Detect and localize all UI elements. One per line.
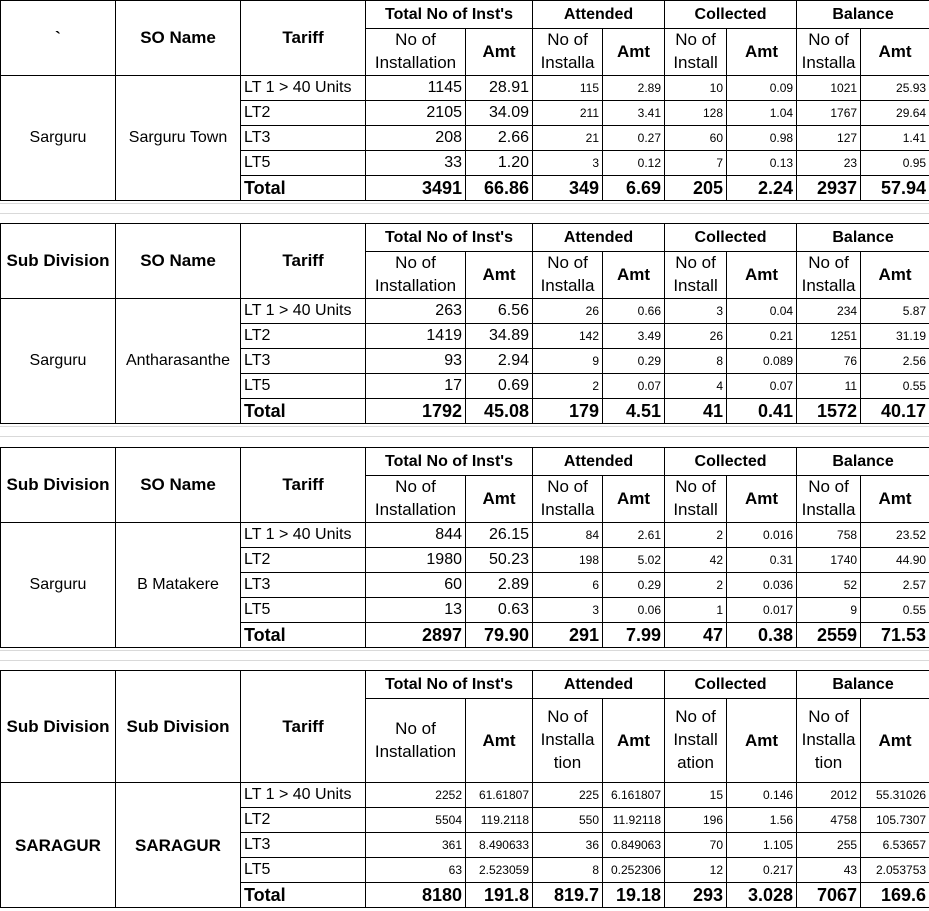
header-attended[interactable]: Attended: [533, 224, 665, 252]
cell-balance-amt[interactable]: 2.57: [861, 572, 929, 597]
cell-total-balance-no[interactable]: 2937: [797, 175, 861, 200]
cell-balance-amt[interactable]: 2.053753: [861, 858, 929, 883]
cell-installations[interactable]: 93: [366, 348, 466, 373]
table-block-3: [0, 447, 929, 648]
cell-attended-no[interactable]: 211: [533, 100, 603, 125]
cell-amount[interactable]: 1.20: [466, 150, 533, 175]
subheader-no-of-installation[interactable]: No of Installation: [366, 476, 466, 523]
header-row: [1, 224, 929, 252]
cell-collected-no[interactable]: 1: [665, 597, 727, 622]
subheader-balance-no[interactable]: No of Installa: [797, 476, 861, 523]
cell-collected-amt[interactable]: 0.217: [727, 858, 797, 883]
subheader-amt[interactable]: Amt: [727, 29, 797, 76]
cell-attended-no[interactable]: 21: [533, 125, 603, 150]
cell-amount[interactable]: 6.56: [466, 298, 533, 323]
subheader-attended-no[interactable]: No of Installa: [533, 29, 603, 76]
header-attended[interactable]: Attended: [533, 1, 665, 29]
cell-balance-amt[interactable]: 5.87: [861, 298, 929, 323]
cell-amount[interactable]: 119.2118: [466, 808, 533, 833]
cell-tariff[interactable]: LT2: [241, 100, 366, 125]
header-subdivision[interactable]: Sub Division: [1, 448, 116, 523]
cell-collected-no[interactable]: 26: [665, 323, 727, 348]
cell-balance-no[interactable]: 1021: [797, 75, 861, 100]
subheader-balance-no[interactable]: No of Installa: [797, 252, 861, 299]
subheader-no-of-installation[interactable]: No of Installation: [366, 699, 466, 783]
cell-balance-no[interactable]: 255: [797, 833, 861, 858]
subheader-amt[interactable]: Amt: [861, 476, 929, 523]
cell-total-collected-no[interactable]: 41: [665, 398, 727, 423]
header-total-inst[interactable]: Total No of Inst's: [366, 1, 533, 29]
cell-so-name[interactable]: B Matakere: [116, 522, 241, 647]
cell-attended-no[interactable]: 3: [533, 597, 603, 622]
cell-total-collected-amt[interactable]: 0.41: [727, 398, 797, 423]
cell-attended-no[interactable]: 36: [533, 833, 603, 858]
header-collected[interactable]: Collected: [665, 448, 797, 476]
cell-tariff[interactable]: LT5: [241, 150, 366, 175]
cell-total-installations[interactable]: 3491: [366, 175, 466, 200]
cell-balance-amt[interactable]: 1.41: [861, 125, 929, 150]
cell-collected-amt[interactable]: 0.036: [727, 572, 797, 597]
cell-tariff[interactable]: LT5: [241, 373, 366, 398]
cell-balance-no[interactable]: 127: [797, 125, 861, 150]
cell-total-amount[interactable]: 66.86: [466, 175, 533, 200]
cell-total-attended-no[interactable]: 819.7: [533, 883, 603, 908]
cell-total-attended-amt[interactable]: 6.69: [603, 175, 665, 200]
cell-tariff[interactable]: LT 1 > 40 Units: [241, 75, 366, 100]
cell-balance-amt[interactable]: 23.52: [861, 522, 929, 547]
cell-total-balance-no[interactable]: 7067: [797, 883, 861, 908]
cell-balance-no[interactable]: 1251: [797, 323, 861, 348]
header-attended[interactable]: Attended: [533, 448, 665, 476]
cell-installations[interactable]: 2252: [366, 783, 466, 808]
cell-attended-amt[interactable]: 11.92118: [603, 808, 665, 833]
cell-collected-no[interactable]: 8: [665, 348, 727, 373]
cell-balance-amt[interactable]: 55.31026: [861, 783, 929, 808]
cell-amount[interactable]: 0.63: [466, 597, 533, 622]
cell-installations[interactable]: 5504: [366, 808, 466, 833]
data-table: [0, 223, 929, 424]
cell-tariff[interactable]: LT 1 > 40 Units: [241, 298, 366, 323]
cell-amount[interactable]: 34.89: [466, 323, 533, 348]
cell-installations[interactable]: 60: [366, 572, 466, 597]
table-row: [1, 298, 929, 323]
cell-installations[interactable]: 1980: [366, 547, 466, 572]
cell-attended-no[interactable]: 2: [533, 373, 603, 398]
cell-collected-amt[interactable]: 1.56: [727, 808, 797, 833]
cell-amount[interactable]: 0.69: [466, 373, 533, 398]
cell-amount[interactable]: 2.94: [466, 348, 533, 373]
header-total-inst[interactable]: Total No of Inst's: [366, 448, 533, 476]
cell-attended-amt[interactable]: 3.41: [603, 100, 665, 125]
header-attended[interactable]: Attended: [533, 671, 665, 699]
cell-total-collected-no[interactable]: 47: [665, 622, 727, 647]
cell-balance-no[interactable]: 4758: [797, 808, 861, 833]
cell-attended-no[interactable]: 26: [533, 298, 603, 323]
cell-tariff[interactable]: LT3: [241, 572, 366, 597]
cell-balance-no[interactable]: 758: [797, 522, 861, 547]
cell-attended-amt[interactable]: 3.49: [603, 323, 665, 348]
subheader-amt[interactable]: Amt: [466, 252, 533, 299]
cell-collected-no[interactable]: 2: [665, 522, 727, 547]
cell-balance-no[interactable]: 76: [797, 348, 861, 373]
cell-attended-amt[interactable]: 0.252306: [603, 858, 665, 883]
cell-installations[interactable]: 361: [366, 833, 466, 858]
cell-installations[interactable]: 1419: [366, 323, 466, 348]
subheader-amt[interactable]: Amt: [603, 252, 665, 299]
header-subdivision[interactable]: `: [1, 1, 116, 76]
header-subdivision[interactable]: Sub Division: [1, 224, 116, 299]
cell-total-installations[interactable]: 8180: [366, 883, 466, 908]
header-tariff[interactable]: Tariff: [241, 671, 366, 783]
cell-amount[interactable]: 61.61807: [466, 783, 533, 808]
gridline: [0, 436, 929, 437]
header-row: [1, 671, 929, 699]
cell-attended-no[interactable]: 198: [533, 547, 603, 572]
cell-amount[interactable]: 28.91: [466, 75, 533, 100]
cell-total-label[interactable]: Total: [241, 398, 366, 423]
cell-collected-no[interactable]: 15: [665, 783, 727, 808]
cell-amount[interactable]: 50.23: [466, 547, 533, 572]
cell-attended-amt[interactable]: 2.89: [603, 75, 665, 100]
cell-collected-amt[interactable]: 0.017: [727, 597, 797, 622]
cell-balance-amt[interactable]: 2.56: [861, 348, 929, 373]
cell-total-installations[interactable]: 1792: [366, 398, 466, 423]
cell-attended-amt[interactable]: 0.27: [603, 125, 665, 150]
cell-installations[interactable]: 844: [366, 522, 466, 547]
cell-collected-amt[interactable]: 0.07: [727, 373, 797, 398]
cell-collected-no[interactable]: 3: [665, 298, 727, 323]
cell-balance-no[interactable]: 2012: [797, 783, 861, 808]
header-so-name[interactable]: SO Name: [116, 1, 241, 76]
cell-balance-no[interactable]: 11: [797, 373, 861, 398]
gridline: [0, 213, 929, 214]
cell-balance-amt[interactable]: 105.7307: [861, 808, 929, 833]
cell-tariff[interactable]: LT3: [241, 833, 366, 858]
header-row: [1, 1, 929, 29]
cell-balance-amt[interactable]: 29.64: [861, 100, 929, 125]
subheader-amt[interactable]: Amt: [466, 29, 533, 76]
cell-total-balance-amt[interactable]: 57.94: [861, 175, 929, 200]
cell-attended-no[interactable]: 8: [533, 858, 603, 883]
header-tariff[interactable]: Tariff: [241, 1, 366, 76]
cell-attended-no[interactable]: 3: [533, 150, 603, 175]
cell-attended-no[interactable]: 550: [533, 808, 603, 833]
cell-attended-amt[interactable]: 5.02: [603, 547, 665, 572]
cell-tariff[interactable]: LT2: [241, 547, 366, 572]
cell-installations[interactable]: 263: [366, 298, 466, 323]
subheader-attended-no[interactable]: No of Installa tion: [533, 699, 603, 783]
header-collected[interactable]: Collected: [665, 1, 797, 29]
cell-collected-no[interactable]: 10: [665, 75, 727, 100]
subheader-amt[interactable]: Amt: [466, 699, 533, 783]
cell-balance-no[interactable]: 23: [797, 150, 861, 175]
cell-tariff[interactable]: LT3: [241, 125, 366, 150]
cell-collected-amt[interactable]: 0.016: [727, 522, 797, 547]
header-collected[interactable]: Collected: [665, 671, 797, 699]
cell-attended-no[interactable]: 6: [533, 572, 603, 597]
cell-subdivision[interactable]: Sarguru: [1, 522, 116, 647]
cell-amount[interactable]: 2.89: [466, 572, 533, 597]
cell-total-attended-no[interactable]: 179: [533, 398, 603, 423]
cell-balance-no[interactable]: 9: [797, 597, 861, 622]
cell-total-attended-no[interactable]: 291: [533, 622, 603, 647]
cell-attended-no[interactable]: 225: [533, 783, 603, 808]
header-subdivision[interactable]: Sub Division: [1, 671, 116, 783]
cell-tariff[interactable]: LT5: [241, 858, 366, 883]
cell-total-collected-amt[interactable]: 2.24: [727, 175, 797, 200]
cell-total-balance-amt[interactable]: 71.53: [861, 622, 929, 647]
cell-total-attended-no[interactable]: 349: [533, 175, 603, 200]
subheader-amt[interactable]: Amt: [727, 252, 797, 299]
cell-collected-amt[interactable]: 1.04: [727, 100, 797, 125]
table-block-2: [0, 223, 929, 424]
cell-total-attended-amt[interactable]: 4.51: [603, 398, 665, 423]
cell-balance-no[interactable]: 52: [797, 572, 861, 597]
cell-total-balance-amt[interactable]: 169.6: [861, 883, 929, 908]
cell-total-installations[interactable]: 2897: [366, 622, 466, 647]
header-tariff[interactable]: Tariff: [241, 224, 366, 299]
header-so-name[interactable]: SO Name: [116, 224, 241, 299]
cell-installations[interactable]: 1145: [366, 75, 466, 100]
subheader-collected-no[interactable]: No of Install: [665, 476, 727, 523]
gridline: [0, 426, 929, 427]
subheader-collected-no[interactable]: No of Install: [665, 29, 727, 76]
gridline: [0, 203, 929, 204]
cell-installations[interactable]: 13: [366, 597, 466, 622]
cell-amount[interactable]: 26.15: [466, 522, 533, 547]
cell-balance-no[interactable]: 1740: [797, 547, 861, 572]
data-table: [0, 0, 929, 201]
cell-attended-amt[interactable]: 0.29: [603, 572, 665, 597]
cell-total-label[interactable]: Total: [241, 175, 366, 200]
header-total-inst[interactable]: Total No of Inst's: [366, 224, 533, 252]
cell-collected-amt[interactable]: 0.089: [727, 348, 797, 373]
cell-balance-amt[interactable]: 0.95: [861, 150, 929, 175]
subheader-collected-no[interactable]: No of Install ation: [665, 699, 727, 783]
cell-collected-no[interactable]: 12: [665, 858, 727, 883]
header-balance[interactable]: Balance: [797, 1, 929, 29]
cell-tariff[interactable]: LT5: [241, 597, 366, 622]
cell-attended-amt[interactable]: 0.849063: [603, 833, 665, 858]
cell-collected-no[interactable]: 2: [665, 572, 727, 597]
cell-subdivision[interactable]: SARAGUR: [1, 783, 116, 908]
cell-installations[interactable]: 17: [366, 373, 466, 398]
cell-total-balance-no[interactable]: 1572: [797, 398, 861, 423]
cell-total-balance-amt[interactable]: 40.17: [861, 398, 929, 423]
table-row: [1, 522, 929, 547]
cell-total-amount[interactable]: 79.90: [466, 622, 533, 647]
header-total-inst[interactable]: Total No of Inst's: [366, 671, 533, 699]
table-row: [1, 75, 929, 100]
cell-attended-no[interactable]: 115: [533, 75, 603, 100]
table-block-4: [0, 670, 929, 908]
subheader-amt[interactable]: Amt: [861, 29, 929, 76]
cell-balance-amt[interactable]: 6.53657: [861, 833, 929, 858]
cell-amount[interactable]: 2.66: [466, 125, 533, 150]
cell-collected-amt[interactable]: 0.09: [727, 75, 797, 100]
cell-installations[interactable]: 63: [366, 858, 466, 883]
header-tariff[interactable]: Tariff: [241, 448, 366, 523]
cell-collected-no[interactable]: 7: [665, 150, 727, 175]
cell-balance-amt[interactable]: 31.19: [861, 323, 929, 348]
cell-installations[interactable]: 2105: [366, 100, 466, 125]
subheader-attended-no[interactable]: No of Installa: [533, 476, 603, 523]
cell-total-collected-amt[interactable]: 3.028: [727, 883, 797, 908]
cell-total-label[interactable]: Total: [241, 883, 366, 908]
cell-total-label[interactable]: Total: [241, 622, 366, 647]
cell-collected-no[interactable]: 60: [665, 125, 727, 150]
cell-collected-no[interactable]: 42: [665, 547, 727, 572]
cell-attended-no[interactable]: 9: [533, 348, 603, 373]
subheader-collected-no[interactable]: No of Install: [665, 252, 727, 299]
cell-balance-no[interactable]: 43: [797, 858, 861, 883]
cell-balance-amt[interactable]: 44.90: [861, 547, 929, 572]
cell-collected-no[interactable]: 4: [665, 373, 727, 398]
header-so-name[interactable]: SO Name: [116, 448, 241, 523]
cell-tariff[interactable]: LT2: [241, 323, 366, 348]
subheader-amt[interactable]: Amt: [466, 476, 533, 523]
cell-balance-amt[interactable]: 0.55: [861, 597, 929, 622]
cell-attended-no[interactable]: 142: [533, 323, 603, 348]
subheader-no-of-installation[interactable]: No of Installation: [366, 252, 466, 299]
header-balance[interactable]: Balance: [797, 448, 929, 476]
cell-total-collected-amt[interactable]: 0.38: [727, 622, 797, 647]
cell-collected-amt[interactable]: 0.146: [727, 783, 797, 808]
cell-balance-no[interactable]: 234: [797, 298, 861, 323]
cell-total-collected-no[interactable]: 293: [665, 883, 727, 908]
cell-amount[interactable]: 8.490633: [466, 833, 533, 858]
subheader-amt[interactable]: Amt: [861, 699, 929, 783]
gridline: [0, 660, 929, 661]
cell-attended-amt[interactable]: 0.66: [603, 298, 665, 323]
cell-collected-no[interactable]: 128: [665, 100, 727, 125]
header-balance[interactable]: Balance: [797, 671, 929, 699]
cell-tariff[interactable]: LT 1 > 40 Units: [241, 522, 366, 547]
cell-attended-amt[interactable]: 0.29: [603, 348, 665, 373]
cell-collected-amt[interactable]: 0.04: [727, 298, 797, 323]
cell-installations[interactable]: 208: [366, 125, 466, 150]
cell-balance-no[interactable]: 1767: [797, 100, 861, 125]
cell-balance-amt[interactable]: 0.55: [861, 373, 929, 398]
cell-attended-amt[interactable]: 0.12: [603, 150, 665, 175]
cell-collected-amt[interactable]: 0.98: [727, 125, 797, 150]
cell-collected-no[interactable]: 196: [665, 808, 727, 833]
cell-collected-amt[interactable]: 0.31: [727, 547, 797, 572]
subheader-balance-no[interactable]: No of Installa: [797, 29, 861, 76]
cell-total-amount[interactable]: 191.8: [466, 883, 533, 908]
cell-collected-amt[interactable]: 1.105: [727, 833, 797, 858]
header-row: [1, 448, 929, 476]
subheader-attended-no[interactable]: No of Installa: [533, 252, 603, 299]
cell-so-name[interactable]: SARAGUR: [116, 783, 241, 908]
cell-total-attended-amt[interactable]: 19.18: [603, 883, 665, 908]
cell-attended-amt[interactable]: 0.07: [603, 373, 665, 398]
subheader-balance-no[interactable]: No of Installa tion: [797, 699, 861, 783]
subheader-amt[interactable]: Amt: [603, 699, 665, 783]
subheader-amt[interactable]: Amt: [861, 252, 929, 299]
cell-total-amount[interactable]: 45.08: [466, 398, 533, 423]
table-row: [1, 783, 929, 808]
cell-balance-amt[interactable]: 25.93: [861, 75, 929, 100]
cell-attended-amt[interactable]: 2.61: [603, 522, 665, 547]
cell-installations[interactable]: 33: [366, 150, 466, 175]
cell-attended-amt[interactable]: 6.161807: [603, 783, 665, 808]
table-block-1: [0, 0, 929, 201]
cell-subdivision[interactable]: Sarguru: [1, 75, 116, 200]
data-table: [0, 670, 929, 908]
cell-tariff[interactable]: LT 1 > 40 Units: [241, 783, 366, 808]
header-collected[interactable]: Collected: [665, 224, 797, 252]
cell-tariff[interactable]: LT3: [241, 348, 366, 373]
cell-collected-amt[interactable]: 0.13: [727, 150, 797, 175]
cell-so-name[interactable]: Antharasanthe: [116, 298, 241, 423]
cell-attended-no[interactable]: 84: [533, 522, 603, 547]
cell-amount[interactable]: 34.09: [466, 100, 533, 125]
subheader-amt[interactable]: Amt: [603, 29, 665, 76]
subheader-no-of-installation[interactable]: No of Installation: [366, 29, 466, 76]
cell-attended-amt[interactable]: 0.06: [603, 597, 665, 622]
header-balance[interactable]: Balance: [797, 224, 929, 252]
gridline: [0, 650, 929, 651]
subheader-amt[interactable]: Amt: [603, 476, 665, 523]
cell-total-collected-no[interactable]: 205: [665, 175, 727, 200]
data-table: [0, 447, 929, 648]
cell-total-attended-amt[interactable]: 7.99: [603, 622, 665, 647]
subheader-amt[interactable]: Amt: [727, 699, 797, 783]
cell-total-balance-no[interactable]: 2559: [797, 622, 861, 647]
cell-subdivision[interactable]: Sarguru: [1, 298, 116, 423]
subheader-amt[interactable]: Amt: [727, 476, 797, 523]
header-so-name[interactable]: Sub Division: [116, 671, 241, 783]
cell-collected-no[interactable]: 70: [665, 833, 727, 858]
cell-tariff[interactable]: LT2: [241, 808, 366, 833]
cell-collected-amt[interactable]: 0.21: [727, 323, 797, 348]
cell-amount[interactable]: 2.523059: [466, 858, 533, 883]
cell-so-name[interactable]: Sarguru Town: [116, 75, 241, 200]
